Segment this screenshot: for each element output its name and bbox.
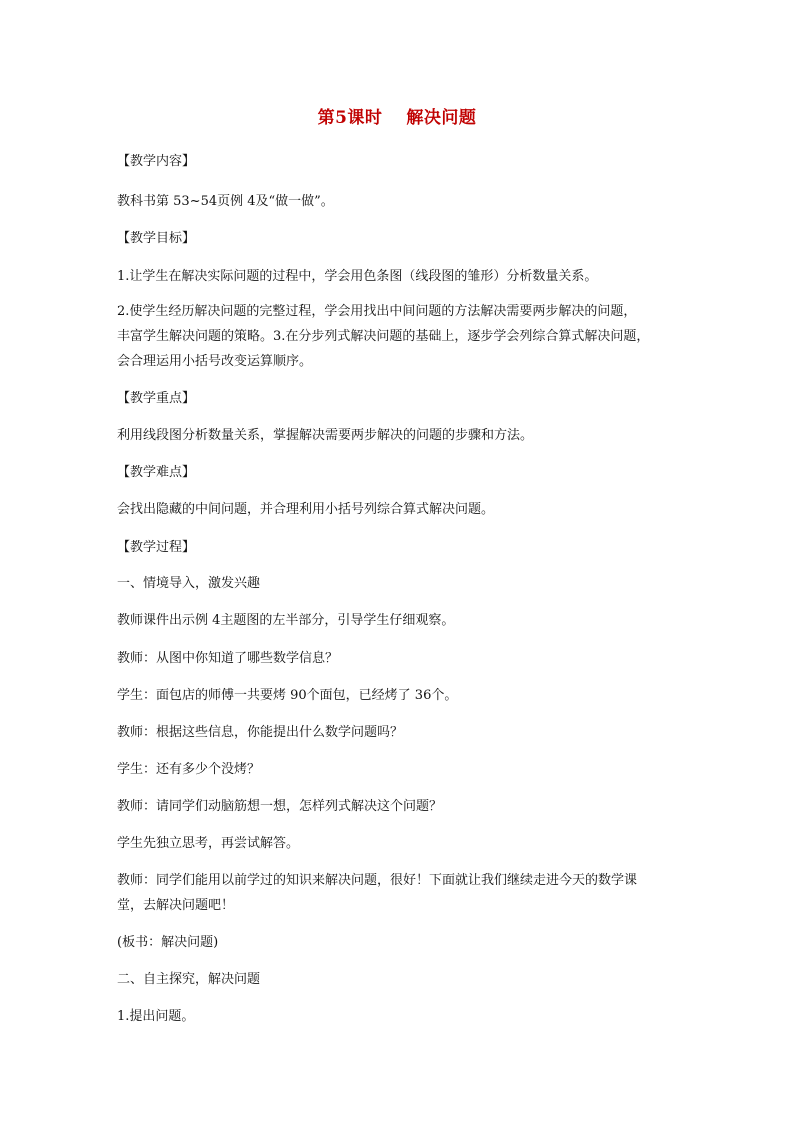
goal-2-line-1: 2.使学生经历解决问题的完整过程，学会用找出中间问题的方法解决需要两步解决的问题， [117, 304, 637, 319]
process-paragraph-line-1: 教师：同学们能用以前学过的知识来解决问题，很好！下面就让我们继续走进今天的数学课 [117, 873, 638, 888]
heading-teaching-process: 【教学过程】 [117, 540, 196, 555]
process-paragraph: 教师：根据这些信息，你能提出什么数学问题吗？ [117, 725, 404, 740]
process-paragraph: 教师：从图中你知道了哪些数学信息？ [117, 651, 339, 666]
lesson-title [0, 103, 794, 128]
process-paragraph-line-2: 堂，去解决问题吧！ [117, 898, 235, 913]
process-paragraph: 学生先独立思考，再尝试解答。 [117, 836, 300, 851]
goal-1-text: 1.让学生在解决实际问题的过程中，学会用色条图（线段图的雏形）分析数量关系。 [117, 269, 598, 284]
goal-2-line-2: 丰富学生解决问题的策略。3.在分步列式解决问题的基础上，逐步学会列综合算式解决问题， [117, 329, 650, 344]
blackboard-note: (板书：解决问题) [117, 935, 219, 950]
process-paragraph: 学生：还有多少个没烤？ [117, 762, 261, 777]
teaching-content-text: 教科书第 53~54页例 4及“做一做”。 [117, 194, 334, 209]
goal-2-line-3: 会合理运用小括号改变运算顺序。 [117, 354, 313, 369]
section-1-heading: 一、情境导入，激发兴趣 [117, 576, 261, 591]
heading-key-points: 【教学重点】 [117, 391, 196, 406]
lesson-number: 第5课时 [317, 108, 383, 128]
heading-difficult-points: 【教学难点】 [117, 465, 196, 480]
lesson-topic: 解决问题 [406, 108, 477, 128]
heading-teaching-content: 【教学内容】 [117, 154, 196, 169]
difficult-points-text: 会找出隐藏的中间问题，并合理利用小括号列综合算式解决问题。 [117, 502, 495, 517]
step-1-text: 1.提出问题。 [117, 1009, 195, 1024]
process-paragraph: 教师课件出示例 4主题图的左半部分，引导学生仔细观察。 [117, 613, 455, 628]
process-paragraph: 学生：面包店的师傅一共要烤 90个面包，已经烤了 36个。 [117, 688, 458, 703]
key-points-text: 利用线段图分析数量关系，掌握解决需要两步解决的问题的步骤和方法。 [117, 428, 534, 443]
section-2-heading: 二、自主探究，解决问题 [117, 972, 261, 987]
heading-teaching-goals: 【教学目标】 [117, 231, 196, 246]
process-paragraph: 教师：请同学们动脑筋想一想，怎样列式解决这个问题？ [117, 799, 443, 814]
